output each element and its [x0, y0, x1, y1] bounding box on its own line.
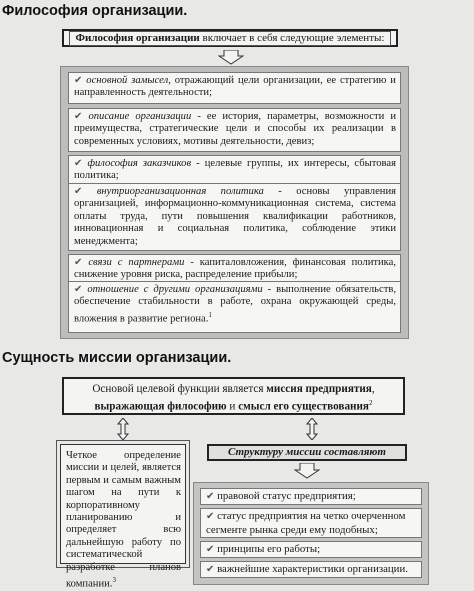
philosophy-intro-text	[69, 31, 392, 46]
mission-bold2: выражающая философию	[94, 400, 227, 413]
item-text: - ее история, параметры, возможности и преимущества, стратегические цели и способы их реализации в современных условиях, мотивы деятельности, девиз;	[74, 111, 396, 147]
item-term: связи с партнерами	[88, 257, 185, 268]
philosophy-intro-rest: включает в себя следующие элементы:	[199, 31, 385, 44]
philosophy-item	[68, 72, 401, 104]
structure-item	[200, 508, 422, 538]
check-icon: ✔	[206, 564, 215, 575]
check-icon: ✔	[74, 284, 83, 295]
item-term: отношение с другими организациями	[87, 284, 263, 295]
item-term: основной замысел	[86, 75, 169, 86]
check-icon: ✔	[74, 158, 83, 169]
structure-item	[200, 561, 422, 578]
structure-item	[200, 541, 422, 558]
structure-item-text: статус предприятия на четко очерченном сегменте рынка среди ему подобных;	[206, 510, 406, 536]
footnote-mark: 3	[112, 576, 116, 585]
mission-bold3: смысл его существования	[238, 400, 369, 413]
philosophy-intro-box	[62, 29, 398, 47]
arrow-down-icon	[218, 50, 244, 65]
structure-item-text: важнейшие характеристики организации.	[217, 563, 408, 575]
double-arrow-icon	[117, 418, 129, 440]
philosophy-item	[68, 183, 401, 251]
item-term: описание организации	[88, 111, 192, 122]
check-icon: ✔	[74, 257, 83, 268]
footnote-mark: 2	[369, 399, 373, 407]
structure-item-text: правовой статус предприятия;	[217, 490, 356, 502]
structure-item	[200, 488, 422, 505]
check-icon: ✔	[206, 544, 215, 555]
heading-philosophy: Философия организации.	[2, 3, 188, 19]
mission-part1: Основой целевой функции является	[92, 383, 267, 395]
check-icon: ✔	[74, 75, 83, 86]
arrow-down-icon	[294, 463, 320, 479]
mission-part3: и	[226, 400, 239, 413]
item-text: , отражающий цели организации, ее стратегию и направленность деятельности;	[74, 75, 396, 99]
item-term: внутриорганизационная политика	[96, 186, 264, 197]
structure-item-text: принципы его работы;	[217, 543, 321, 555]
heading-mission: Сущность миссии организации.	[2, 350, 232, 366]
mission-part2: ,	[371, 383, 375, 395]
check-icon: ✔	[206, 511, 215, 522]
mission-definition-box	[60, 444, 186, 590]
check-icon: ✔	[74, 186, 83, 197]
check-icon: ✔	[74, 111, 83, 122]
double-arrow-icon	[306, 418, 318, 440]
footnote-mark: 1	[208, 310, 212, 319]
philosophy-intro-bold: Философия организации	[75, 31, 200, 44]
check-icon: ✔	[206, 491, 215, 502]
structure-title: Структуру миссии составляют	[207, 444, 407, 461]
philosophy-item	[68, 108, 401, 152]
mission-definition-text: Четкое определение миссии и целей, является первым и самым важным шагом на пути к корпоративному планированию и определяет всю дальнейшую работу по систематической разработке планов компании.	[66, 450, 181, 590]
philosophy-item	[68, 281, 401, 333]
item-term: философия заказчиков	[87, 158, 192, 169]
mission-box	[62, 377, 405, 415]
mission-bold1: миссия предприятия	[266, 383, 372, 395]
item-text: - капиталовложения, финансовая политика, снижение уровня риска, распределение прибыли;	[74, 257, 397, 281]
item-text: - целевые группы, их интересы, сбытовая политика;	[74, 158, 396, 182]
item-text: - выполнение обязательств, обеспечение стабильности в работе, охрана окружающей среды, вложения в развитие региона.	[74, 284, 396, 325]
item-text: - основы управления организацией, информационно-коммуникационная система, система оплаты труда, пути повышения квалификации работников, инновационная и социальная политика, соблюдение этики менеджмента;	[74, 186, 396, 247]
